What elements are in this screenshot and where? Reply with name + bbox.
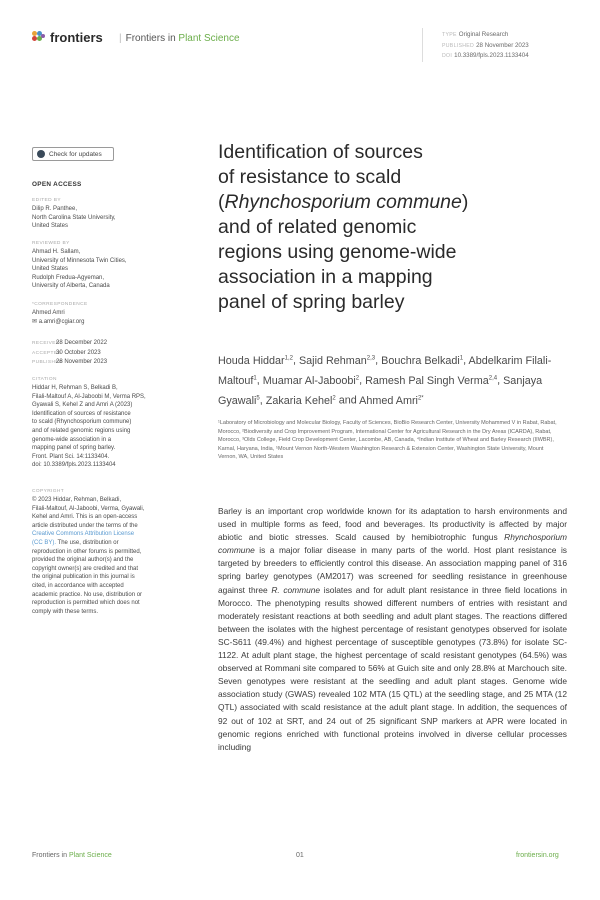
author[interactable]: Ramesh Pal Singh Verma$^{2,4}$ (365, 374, 498, 387)
header-divider (422, 28, 423, 62)
author[interactable]: Abdelkarim Filali-Maltouf$^1$ (218, 354, 552, 387)
authors: Houda Hiddar$^{1,2}$, Sajid Rehman$^{2,3}$, Bouchra Belkadi$^1$, Abdelkarim Filali-Maltouf$^1$, Muamar Al-Jaboobi$^2$, Ramesh Pal Singh Verma$^{2,4}$, Sanjaya Gyawali$^5$, Zakaria Kehel$^2$ and Ahmed Amri$^{2*}$ (218, 354, 552, 407)
author[interactable]: Sanjaya Gyawali$^5$ (218, 374, 543, 407)
reviewed-by-label: REVIEWED BY (32, 241, 70, 246)
journal-name[interactable]: | Frontiers in Plant Science (119, 33, 240, 44)
footer-journal: Frontiers in Plant Science (32, 852, 112, 859)
license-link[interactable]: Creative Commons Attribution License (32, 531, 135, 538)
footer-website-link[interactable]: frontiersin.org (516, 852, 559, 859)
reviewed-by: Ahmad H. Sallam, University of Minnesota Twin Cities, United States Rudolph Fredua-Agyeman, University of Alberta, Canada (32, 249, 127, 290)
dates: RECEIVED28 December 2022 ACCEPTED30 October 2023 PUBLISHED28 November 2023 (32, 340, 108, 366)
edited-by: Dilip R. Panthee, North Carolina State University, United States (32, 206, 116, 230)
correspondence-email[interactable]: a.amri@cgiar.org (38, 318, 85, 325)
citation-label: CITATION (32, 377, 57, 382)
email-icon: ✉ (32, 318, 39, 325)
copyright: © 2023 Hiddar, Rehman, Belkadi, Filali-Maltouf, Al-Jaboobi, Verma, Gyawali, Kehel and Amri. This is an open-access article distributed under the terms of the Creative Commons Attribution License (CC BY). The use, distribution or reproduction in other forums is permitted, provided the original author(s) and the copyright owner(s) are credited and that the original publication in this journal is cited, in accordance with accepted academic practice. No use, distribution or reproduction is permitted which does not comply with these terms. (32, 496, 164, 616)
author[interactable]: Houda Hiddar$^{1,2}$ (218, 354, 293, 367)
license-link-cc[interactable]: (CC BY). (32, 539, 56, 546)
copyright-label: COPYRIGHT (32, 489, 65, 494)
article-title: Identification of sources of resistance to scald (Rhynchosporium commune) and of related genomic regions using genome-wide association in a mapping panel of spring barley (218, 141, 469, 313)
update-icon (37, 150, 45, 158)
frontiers-logo[interactable] (32, 30, 103, 45)
author[interactable]: Muamar Al-Jaboobi$^2$ (262, 374, 360, 387)
check-for-updates-button[interactable]: Check for updates (32, 147, 114, 161)
edited-by-label: EDITED BY (32, 198, 61, 203)
open-access-label: OPEN ACCESS (32, 181, 82, 188)
author[interactable]: Ahmed Amri$^{2*}$ (359, 394, 424, 407)
doi-link[interactable]: 10.3389/fpls.2023.1133404 (454, 52, 529, 59)
article-meta: TYPE Original Research PUBLISHED 28 November 2023 DOI 10.3389/fpls.2023.1133404 (442, 31, 529, 59)
author[interactable]: Bouchra Belkadi$^1$ (381, 354, 464, 367)
correspondence-label: *CORRESPONDENCE (32, 302, 88, 307)
page-number: 01 (296, 852, 304, 859)
correspondence: Ahmed Amri ✉ a.amri@cgiar.org (32, 310, 85, 325)
author[interactable]: Zakaria Kehel$^2$ (265, 394, 336, 407)
abstract: Barley is an important crop worldwide known for its adaptation to harsh environments and used in multiple forms as feed, food and beverages. Its productivity is affected by major abiotic and biotic stresses. Scald caused by hemibiotrophic fungus Rhynchosporium commune is a major foliar disease in many parts of the world. Host plant resistance is targeted by breeders to efficiently control this disease. An association mapping panel of 316 spring barley genotypes (AM2017) was screened for seedling resistance in greenhouse against three R. commune isolates and for adult plant resistance in three field locations in Morocco. The phenotyping results showed different numbers of entries with resistant and moderately resistant reactions at both seedling and adult plant stages. The reactions differed between the isolates with the highest percentage of resistant genotypes observed for isolate SC-S611 (49.4%) and highest percentage of susceptible genotypes (73.8%) for isolate SC-1122. At adult plant stage, the highest percentage of scald resistant genotypes (64.5%) was observed at Rommani site compared to 56% at Guich site and only 28.8% at Marchouch site. Seven genotypes were resistant at the seedling and adult plant stages. Genome wide association study (GWAS) revealed 102 MTA (15 QTL) at the seedling stage, and 25 MTA (12 QTL) associated with scald resistance at the adult plant stage. In addition, the sequences of 92 out of 102 at SRT, and 24 out of 25 significant SNP markers at APR were located in genomic regions enriched with functional proteins involved in diverse cellular processes including (218, 506, 567, 752)
citation: Hiddar H, Rehman S, Belkadi B, Filali-Maltouf A, Al-Jaboobi M, Verma RPS, Gyawali S, Kehel Z and Amri A (2023) Identification of sources of resistance to scald (Rhynchosporium commune) and of related genomic regions using genome-wide association in a mapping panel of spring barley. Front. Plant Sci. 14:1133404. doi: 10.3389/fpls.2023.1133404 (32, 385, 146, 469)
brand-name: frontiers (50, 30, 103, 45)
affiliations: ¹Laboratory of Microbiology and Molecular Biology, Faculty of Sciences, BioBio Research Center, University Mohammed V in Rabat, Rabat, Morocco, ²Biodiversity and Crop Improvement Program, International Center for Agricultural Research in the Dry Areas (ICARDA), Rabat, Morocco, ³Olds College, Field Crop Development Center, Lacombe, AB, Canada, ⁴Indian Institute of Wheat and Barley Research (IIWBR), Karnal, Haryana, India, ⁵Mount Vernon North-Western Washington Research & Extension Center, Washington State University, Mount Vernon, WA, United States (218, 420, 557, 461)
author[interactable]: Sajid Rehman$^{2,3}$ (298, 354, 376, 367)
frontiers-logo-icon (32, 31, 46, 45)
